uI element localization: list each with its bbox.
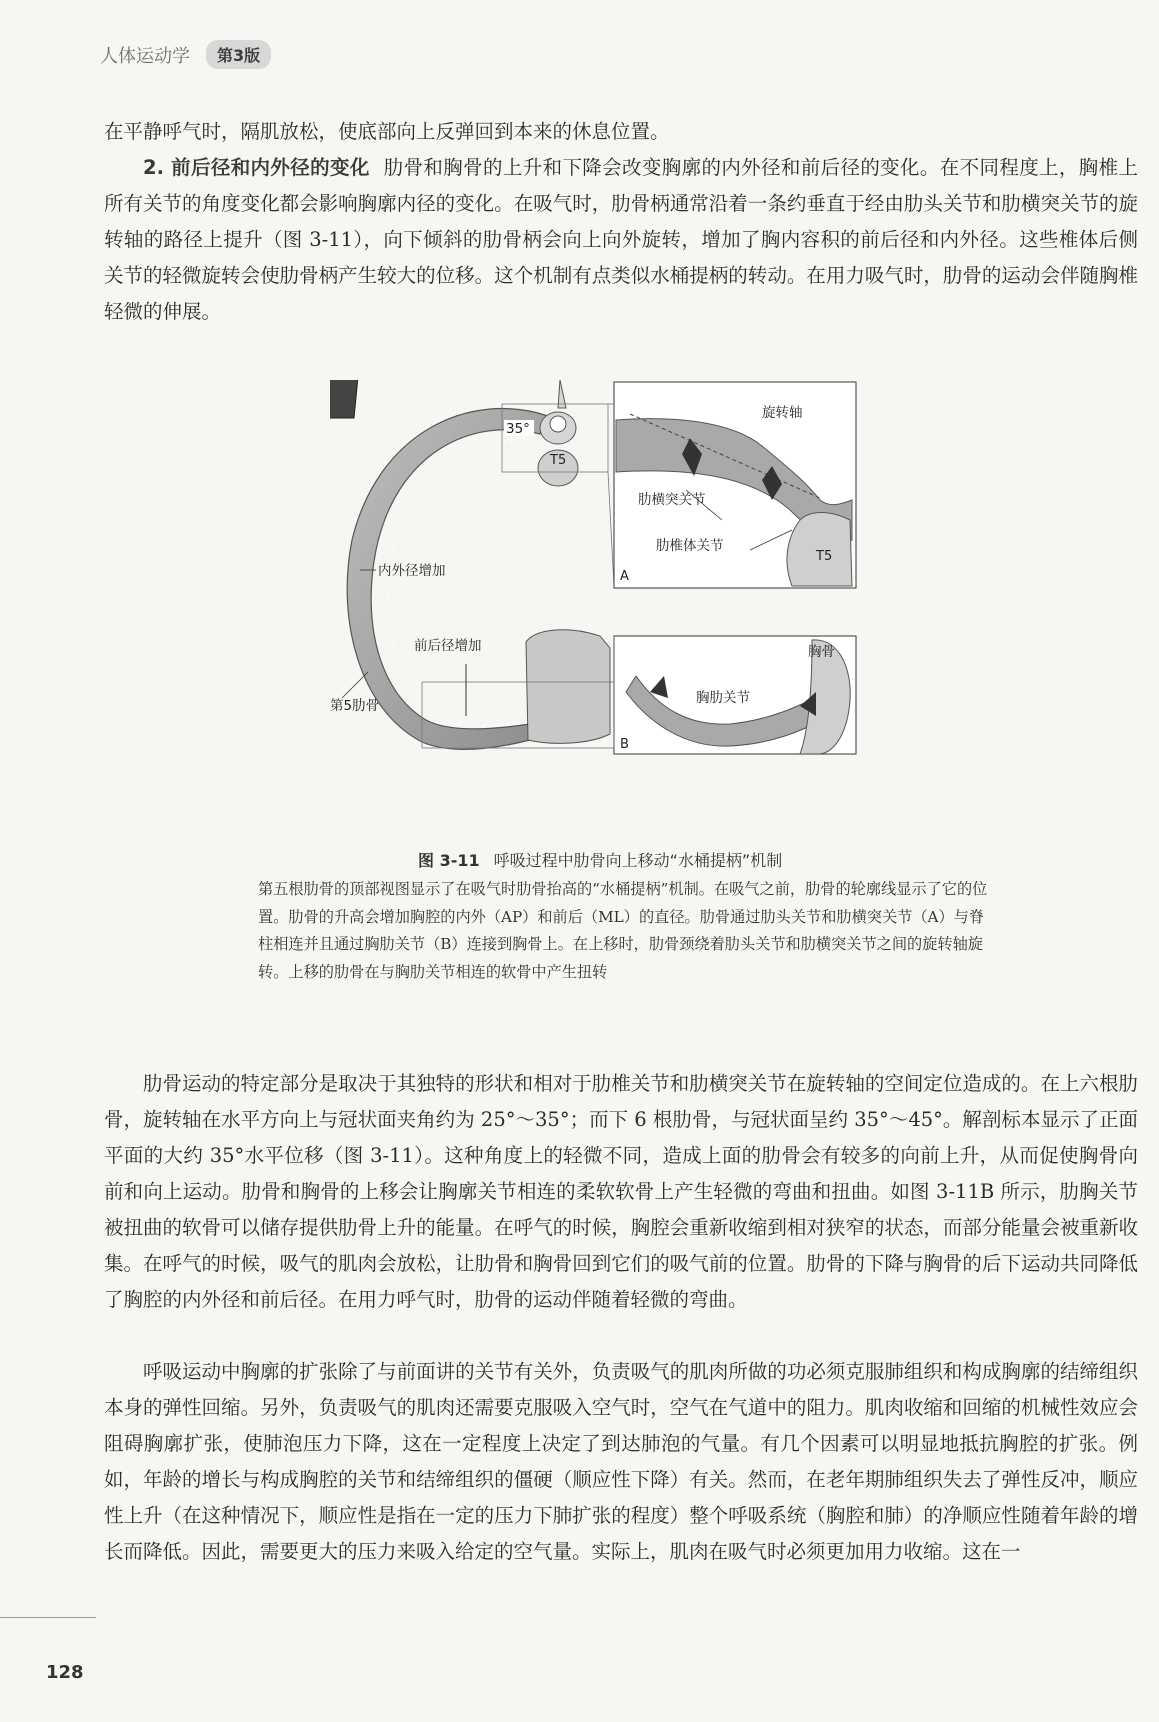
- figure-title: 呼吸过程中肋骨向上移动“水桶提柄”机制: [493, 851, 783, 870]
- label-ml-increase: 内外径增加: [378, 563, 446, 579]
- label-ap-increase: 前后径增加: [414, 638, 482, 654]
- book-title: 人体运动学: [100, 45, 190, 67]
- label-panel-b: B: [620, 737, 629, 752]
- label-costovertebral: 肋椎体关节: [656, 538, 724, 554]
- label-angle: 35°: [506, 421, 530, 437]
- label-sternocostal: 胸肋关节: [696, 690, 750, 706]
- page-number: 128: [46, 1662, 84, 1683]
- label-vertebra-inset: T5: [816, 549, 833, 564]
- edition-badge: 第3版: [206, 40, 271, 69]
- section-heading: 2. 前后径和内外径的变化: [143, 156, 370, 179]
- figure-3-11: [330, 380, 940, 840]
- vertebra-t5: [538, 380, 578, 486]
- footnote-rule: [0, 1617, 96, 1618]
- label-axis: 旋转轴: [762, 405, 803, 421]
- label-sternum: 胸骨: [808, 644, 835, 660]
- label-vertebra-top: T5: [550, 453, 567, 468]
- figure-caption-body: 第五根肋骨的顶部视图显示了在吸气时肋骨抬高的“水桶提柄”机制。在吸气之前，肋骨的轮廓线显示了它的位置。肋骨的升高会增加胸腔的内外（AP）和前后（ML）的直径。肋骨通过肋头关节和肋横突关节（A）与脊柱相连并且通过胸肋关节（B）连接到胸骨上。在上移时，肋骨颈绕着肋头关节和肋横突关节之间的旋转轴旋转。上移的肋骨在与胸肋关节相连的软骨中产生扭转: [258, 880, 988, 981]
- running-head: [100, 40, 271, 69]
- paragraph-intro: 在平静呼气时，隔肌放松，使底部向上反弹回到本来的休息位置。: [104, 120, 670, 143]
- section-2-text: 肋骨和胸骨的上升和下降会改变胸廓的内外径和前后径的变化。在不同程度上，胸椎上所有关节的角度变化都会影响胸廓内径的变化。在吸气时，肋骨柄通常沿着一条约垂直于经由肋头关节和肋横突关节的旋转轴的路径上提升（图 3-11），向下倾斜的肋骨柄会向上向外旋转，增加了胸内容积的前后径和内外径。这些椎体后侧关节的轻微旋转会使肋骨柄产生较大的位移。这个机制有点类似水桶提柄的转动。在用力吸气时，肋骨的运动会伴随胸椎轻微的伸展。: [104, 156, 1138, 323]
- rib-outline-before-inspiration: [389, 441, 550, 725]
- paragraph-rib-motion: 肋骨运动的特定部分是取决于其独特的形状和相对于肋椎关节和肋横突关节在旋转轴的空间定位造成的。在上六根肋骨，旋转轴在水平方向上与冠状面夹角约为 25°～35°；而下 6 根肋骨，与冠状面呈约 35°～45°。解剖标本显示了正面平面的大约 35°水平位移（图 3-11）。这种角度上的轻微不同，造成上面的肋骨会有较多的向前上升，从而促使胸骨向前和向上运动。肋骨和胸骨的上移会让胸廓关节相连的柔软软骨上产生轻微的弯曲和扭曲。如图 3-11B 所示，肋胸关节被扭曲的软骨可以储存提供肋骨上升的能量。在呼气的时候，胸腔会重新收缩到相对狭窄的状态，而部分能量会被重新收集。在呼气的时候，吸气的肌肉会放松，让肋骨和胸骨回到它们的吸气前的位置。肋骨的下降与胸骨的后下运动共同降低了胸腔的内外径和前后径。在用力呼气时，肋骨的运动伴随着轻微的弯曲。: [104, 1072, 1138, 1311]
- paragraph-chest-expansion: 呼吸运动中胸廓的扩张除了与前面讲的关节有关外，负责吸气的肌肉所做的功必须克服肺组织和构成胸廓的结缔组织本身的弹性回缩。另外，负责吸气的肌肉还需要克服吸入空气时，空气在气道中的阻力。肌肉收缩和回缩的机械性效应会阻碍胸廓扩张，使肺泡压力下降，这在一定程度上决定了到达肺泡的气量。有几个因素可以明显地抵抗胸腔的扩张。例如，年龄的增长与构成胸腔的关节和结缔组织的僵硬（顺应性下降）有关。然而，在老年期肺组织失去了弹性反冲，顺应性上升（在这种情况下，顺应性是指在一定的压力下肺扩张的程度）整个呼吸系统（胸腔和肺）的净顺应性随着年龄的增长而降低。因此，需要更大的压力来吸入给定的空气量。实际上，肌肉在吸气时必须更加用力收缩。这在一: [104, 1360, 1138, 1563]
- label-costotransverse: 肋横突关节: [638, 492, 706, 508]
- label-rib5: 第5肋骨: [330, 698, 380, 714]
- label-panel-a: A: [620, 569, 629, 584]
- figure-illustration: [330, 380, 940, 840]
- sternum-region: [526, 630, 610, 744]
- figure-caption-title: [418, 848, 782, 871]
- paragraph-section-2: [104, 150, 1138, 330]
- bucket-icon: [330, 380, 360, 418]
- figure-number: 图 3-11: [418, 851, 480, 870]
